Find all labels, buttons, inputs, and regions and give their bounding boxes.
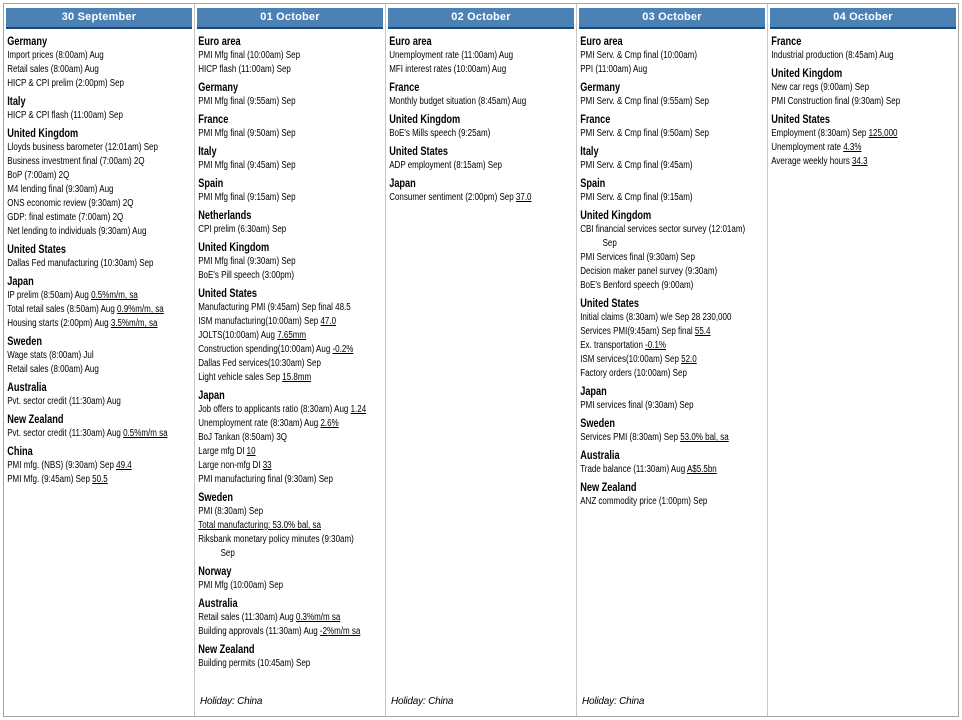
day-column-content — [577, 29, 767, 509]
event-line — [580, 63, 762, 77]
country-heading: France — [389, 82, 420, 94]
day-column-body — [768, 29, 958, 716]
day-column-body — [577, 29, 767, 716]
event-text: ISM manufacturing(10:00am) Sep — [198, 316, 321, 327]
event-text: Job offers to applicants ratio (8:30am) Aug — [198, 404, 351, 415]
country-heading: Spain — [580, 178, 606, 190]
event-text: M4 lending final (9:30am) Aug — [7, 184, 114, 195]
event-line — [389, 159, 571, 173]
country-heading: United States — [771, 114, 830, 126]
event-text: PMI Mfg final (9:15am) Sep — [198, 192, 296, 203]
event-text-continuation: Sep — [602, 238, 617, 249]
event-text: BoJ Tankan (8:50am) 3Q — [198, 432, 287, 443]
event-line — [198, 223, 380, 237]
event-text: Pvt. sector credit (11:30am) Aug — [7, 428, 124, 439]
event-text: ADP employment (8:15am) Sep — [389, 160, 502, 171]
event-line — [580, 431, 762, 445]
holiday-note: Holiday: China — [391, 696, 454, 707]
event-text: Services PMI (8:30am) Sep — [580, 432, 681, 443]
event-value-underlined: 4.3% — [843, 142, 862, 153]
country-heading: Italy — [198, 146, 217, 158]
event-line — [198, 625, 380, 639]
event-line — [198, 417, 380, 431]
event-line — [7, 109, 189, 123]
country-heading: Japan — [198, 390, 225, 402]
country-heading: Sweden — [7, 336, 42, 348]
event-line — [580, 127, 762, 141]
event-line — [198, 95, 380, 109]
event-value-underlined: 15.8mm — [282, 372, 312, 383]
event-text: Monthly budget situation (8:45am) Aug — [389, 96, 527, 107]
event-line — [7, 197, 189, 211]
event-value-underlined: 0.9%m/m, sa — [117, 304, 164, 315]
day-column-02-october — [386, 4, 577, 716]
event-line — [198, 343, 380, 357]
event-line — [389, 49, 571, 63]
event-text: Construction spending(10:00am) Aug — [198, 344, 333, 355]
event-text: Manufacturing PMI (9:45am) Sep final 48.5 — [198, 302, 351, 313]
event-line — [198, 127, 380, 141]
event-line — [198, 459, 380, 473]
event-text: PMI Mfg final (9:50am) Sep — [198, 128, 296, 139]
event-text: Unemployment rate (8:30am) Aug — [198, 418, 321, 429]
day-column-30-september — [4, 4, 195, 716]
event-value-underlined: -0.1% — [645, 340, 667, 351]
holiday-note: Holiday: China — [200, 696, 263, 707]
day-column-content — [4, 29, 194, 487]
event-line — [7, 289, 189, 303]
event-text: BoE's Benford speech (9:00am) — [580, 280, 694, 291]
event-text: Lloyds business barometer (12:01am) Sep — [7, 142, 158, 153]
event-line — [580, 339, 762, 353]
event-text: Industrial production (8:45am) Aug — [771, 50, 894, 61]
country-heading: United Kingdom — [580, 210, 652, 222]
event-line — [198, 519, 380, 533]
event-text: PPI (11:00am) Aug — [580, 64, 648, 75]
event-line — [580, 399, 762, 413]
event-text: PMI Construction final (9:30am) Sep — [771, 96, 901, 107]
date-header: 03 October — [579, 8, 765, 29]
country-heading: United States — [198, 288, 257, 300]
event-line — [7, 141, 189, 155]
event-text: Building permits (10:45am) Sep — [198, 658, 311, 669]
event-line — [7, 63, 189, 77]
event-line — [7, 183, 189, 197]
event-line — [7, 473, 189, 487]
event-line — [580, 251, 762, 265]
event-line — [198, 579, 380, 593]
event-line — [580, 265, 762, 279]
country-heading: New Zealand — [198, 644, 255, 656]
event-line — [198, 445, 380, 459]
event-line — [580, 49, 762, 63]
event-text: Retail sales (8:00am) Aug — [7, 64, 99, 75]
day-column-content — [386, 29, 576, 205]
event-line — [7, 225, 189, 239]
event-line — [7, 459, 189, 473]
day-column-body — [195, 29, 385, 716]
event-text: PMI Serv. & Cmp final (10:00am) — [580, 50, 697, 61]
country-heading: United Kingdom — [7, 128, 79, 140]
country-heading: France — [580, 114, 611, 126]
event-line — [7, 211, 189, 225]
event-value-underlined: -0.2% — [332, 344, 354, 355]
economic-calendar-table — [3, 3, 959, 717]
event-value-underlined: 3.5%m/m, sa — [110, 318, 158, 329]
event-value-underlined: 2.6% — [320, 418, 339, 429]
event-text: Unemployment rate (11:00am) Aug — [389, 50, 514, 61]
event-text: New car regs (9:00am) Sep — [771, 82, 870, 93]
event-text: Ex. transportation — [580, 340, 646, 351]
event-text: Average weekly hours — [771, 156, 852, 167]
event-line — [580, 159, 762, 173]
date-header: 01 October — [197, 8, 383, 29]
event-text: Retail sales (8:00am) Aug — [7, 364, 99, 375]
event-value-underlined: 49.4 — [116, 460, 132, 471]
event-line — [198, 301, 380, 315]
date-header: 04 October — [770, 8, 956, 29]
event-text: Unemployment rate — [771, 142, 844, 153]
event-line — [7, 257, 189, 271]
event-line — [771, 155, 953, 169]
country-heading: France — [771, 36, 802, 48]
event-line — [389, 63, 571, 77]
date-header: 30 September — [6, 8, 192, 29]
event-text: PMI (8:30am) Sep — [198, 506, 264, 517]
event-line — [771, 95, 953, 109]
event-text: Factory orders (10:00am) Sep — [580, 368, 687, 379]
event-text: PMI Serv. & Cmp final (9:45am) — [580, 160, 693, 171]
event-value-underlined: 0.5%m/m sa — [123, 428, 168, 439]
event-line — [580, 367, 762, 381]
event-value-underlined: 55.4 — [694, 326, 711, 337]
country-heading: Norway — [198, 566, 232, 578]
event-text: Total retail sales (8:50am) Aug — [7, 304, 118, 315]
event-text: PMI Mfg. (9:45am) Sep — [7, 474, 93, 485]
event-text: Dallas Fed services(10:30am) Sep — [198, 358, 321, 369]
event-value-underlined: 10 — [246, 446, 256, 457]
event-line — [580, 191, 762, 205]
event-text: PMI Mfg final (9:45am) Sep — [198, 160, 296, 171]
event-value-underlined: 53.0% bal, sa — [680, 432, 729, 443]
event-line — [198, 403, 380, 417]
event-line — [771, 141, 953, 155]
event-line — [580, 95, 762, 109]
event-text: Trade balance (11:30am) Aug — [580, 464, 687, 475]
event-text: Large non-mfg DI — [198, 460, 263, 471]
country-heading: Euro area — [198, 36, 241, 48]
event-text: Housing starts (2:00pm) Aug — [7, 318, 111, 329]
country-heading: New Zealand — [580, 482, 637, 494]
event-line — [7, 155, 189, 169]
event-line — [198, 159, 380, 173]
event-line — [7, 169, 189, 183]
country-heading: Japan — [389, 178, 416, 190]
date-header: 02 October — [388, 8, 574, 29]
event-text: ANZ commodity price (1:00pm) Sep — [580, 496, 708, 507]
day-column-body — [4, 29, 194, 716]
event-value-underlined: 33 — [262, 460, 272, 471]
event-value-underlined: Total manufacturing: 53.0% bal, sa — [198, 520, 321, 531]
country-heading: Australia — [7, 382, 47, 394]
event-text: HICP & CPI flash (11:00am) Sep — [7, 110, 123, 121]
event-line — [198, 473, 380, 487]
country-heading: United Kingdom — [389, 114, 461, 126]
event-line — [198, 191, 380, 205]
country-heading: Japan — [580, 386, 607, 398]
event-text: Building approvals (11:30am) Aug — [198, 626, 320, 637]
event-text: HICP flash (11:00am) Sep — [198, 64, 291, 75]
event-line — [580, 223, 762, 251]
event-text: PMI Mfg final (9:30am) Sep — [198, 256, 296, 267]
event-text: GDP: final estimate (7:00am) 2Q — [7, 212, 124, 223]
country-heading: France — [198, 114, 229, 126]
event-text: Employment (8:30am) Sep — [771, 128, 869, 139]
event-line — [7, 317, 189, 331]
event-line — [198, 657, 380, 671]
event-line — [771, 49, 953, 63]
event-value-underlined: 0.5%m/m, sa — [91, 290, 138, 301]
event-line — [580, 353, 762, 367]
event-value-underlined: 0.3%m/m sa — [295, 612, 341, 623]
event-line — [389, 191, 571, 205]
country-heading: Australia — [198, 598, 238, 610]
event-line — [7, 77, 189, 91]
country-heading: Italy — [580, 146, 599, 158]
event-line — [580, 463, 762, 477]
event-text: BoE's Mills speech (9:25am) — [389, 128, 491, 139]
event-line — [580, 279, 762, 293]
event-value-underlined: 47.0 — [320, 316, 337, 327]
day-column-content — [195, 29, 385, 671]
country-heading: Japan — [7, 276, 34, 288]
event-line — [7, 49, 189, 63]
event-text: PMI manufacturing final (9:30am) Sep — [198, 474, 333, 485]
event-text: IP prelim (8:50am) Aug — [7, 290, 92, 301]
country-heading: Euro area — [389, 36, 432, 48]
event-text: Wage stats (8:00am) Jul — [7, 350, 94, 361]
event-text: Decision maker panel survey (9:30am) — [580, 266, 718, 277]
event-line — [198, 49, 380, 63]
country-heading: Sweden — [198, 492, 233, 504]
country-heading: Italy — [7, 96, 26, 108]
event-line — [580, 311, 762, 325]
event-line — [771, 127, 953, 141]
event-text: Riksbank monetary policy minutes (9:30am) — [198, 534, 354, 545]
country-heading: Netherlands — [198, 210, 252, 222]
event-value-underlined: 125,000 — [868, 128, 898, 139]
event-text: PMI Serv. & Cmp final (9:50am) Sep — [580, 128, 709, 139]
country-heading: China — [7, 446, 33, 458]
event-line — [7, 427, 189, 441]
event-text-continuation: Sep — [220, 548, 235, 559]
country-heading: Spain — [198, 178, 224, 190]
event-text: PMI Serv. & Cmp final (9:15am) — [580, 192, 693, 203]
event-line — [7, 395, 189, 409]
event-text: Consumer sentiment (2:00pm) Sep — [389, 192, 516, 203]
event-line — [198, 505, 380, 519]
event-line — [198, 63, 380, 77]
event-text: JOLTS(10:00am) Aug — [198, 330, 278, 341]
country-heading: Euro area — [580, 36, 623, 48]
event-text: HICP & CPI prelim (2:00pm) Sep — [7, 78, 124, 89]
event-value-underlined: A$5.5bn — [686, 464, 717, 475]
event-line — [198, 255, 380, 269]
country-heading: Germany — [580, 82, 621, 94]
event-line — [7, 349, 189, 363]
event-line — [198, 611, 380, 625]
event-line — [198, 431, 380, 445]
event-line — [771, 81, 953, 95]
event-text: BoP (7:00am) 2Q — [7, 170, 70, 181]
event-value-underlined: 52.0 — [681, 354, 697, 365]
event-line — [7, 303, 189, 317]
event-text: PMI Mfg final (9:55am) Sep — [198, 96, 296, 107]
holiday-note: Holiday: China — [582, 696, 645, 707]
country-heading: United Kingdom — [198, 242, 270, 254]
event-text: Retail sales (11:30am) Aug — [198, 612, 296, 623]
event-value-underlined: 34.3 — [851, 156, 868, 167]
country-heading: Germany — [198, 82, 239, 94]
event-text: MFI interest rates (10:00am) Aug — [389, 64, 507, 75]
country-heading: United States — [389, 146, 448, 158]
event-value-underlined: 37.0 — [515, 192, 532, 203]
event-text: Pvt. sector credit (11:30am) Aug — [7, 396, 121, 407]
event-text: BoE's Pill speech (3:00pm) — [198, 270, 294, 281]
event-text: Net lending to individuals (9:30am) Aug — [7, 226, 147, 237]
event-text: ISM services(10:00am) Sep — [580, 354, 682, 365]
event-text: Services PMI(9:45am) Sep final — [580, 326, 695, 337]
event-line — [580, 495, 762, 509]
event-text: Light vehicle sales Sep — [198, 372, 283, 383]
country-heading: United Kingdom — [771, 68, 843, 80]
event-value-underlined: 50.5 — [92, 474, 108, 485]
event-text: PMI Services final (9:30am) Sep — [580, 252, 695, 263]
event-text: PMI Serv. & Cmp final (9:55am) Sep — [580, 96, 709, 107]
event-text: Business investment final (7:00am) 2Q — [7, 156, 145, 167]
day-column-01-october — [195, 4, 386, 716]
event-text: ONS economic review (9:30am) 2Q — [7, 198, 134, 209]
event-line — [198, 533, 380, 561]
day-column-body — [386, 29, 576, 716]
event-value-underlined: 7.65mm — [277, 330, 307, 341]
event-line — [580, 325, 762, 339]
country-heading: United States — [7, 244, 66, 256]
country-heading: New Zealand — [7, 414, 64, 426]
day-column-04-october — [768, 4, 958, 716]
country-heading: Sweden — [580, 418, 615, 430]
event-text: Dallas Fed manufacturing (10:30am) Sep — [7, 258, 154, 269]
country-heading: Germany — [7, 36, 48, 48]
event-line — [389, 95, 571, 109]
event-text: Large mfg DI — [198, 446, 247, 457]
event-line — [389, 127, 571, 141]
event-text: PMI services final (9:30am) Sep — [580, 400, 694, 411]
event-line — [198, 371, 380, 385]
event-line — [198, 315, 380, 329]
event-line — [198, 269, 380, 283]
event-text: Import prices (8:00am) Aug — [7, 50, 104, 61]
event-value-underlined: -2%m/m sa — [319, 626, 361, 637]
event-value-underlined: 1.24 — [350, 404, 367, 415]
day-column-content — [768, 29, 958, 169]
day-column-03-october — [577, 4, 768, 716]
event-line — [7, 363, 189, 377]
event-text: CPI prelim (6:30am) Sep — [198, 224, 287, 235]
event-text: PMI Mfg (10:00am) Sep — [198, 580, 284, 591]
event-text: PMI Mfg final (10:00am) Sep — [198, 50, 301, 61]
country-heading: United States — [580, 298, 639, 310]
event-text: Initial claims (8:30am) w/e Sep 28 230,000 — [580, 312, 732, 323]
event-text: PMI mfg. (NBS) (9:30am) Sep — [7, 460, 117, 471]
event-text: CBI financial services sector survey (12:01am) — [580, 224, 746, 235]
country-heading: Australia — [580, 450, 620, 462]
event-line — [198, 357, 380, 371]
event-line — [198, 329, 380, 343]
